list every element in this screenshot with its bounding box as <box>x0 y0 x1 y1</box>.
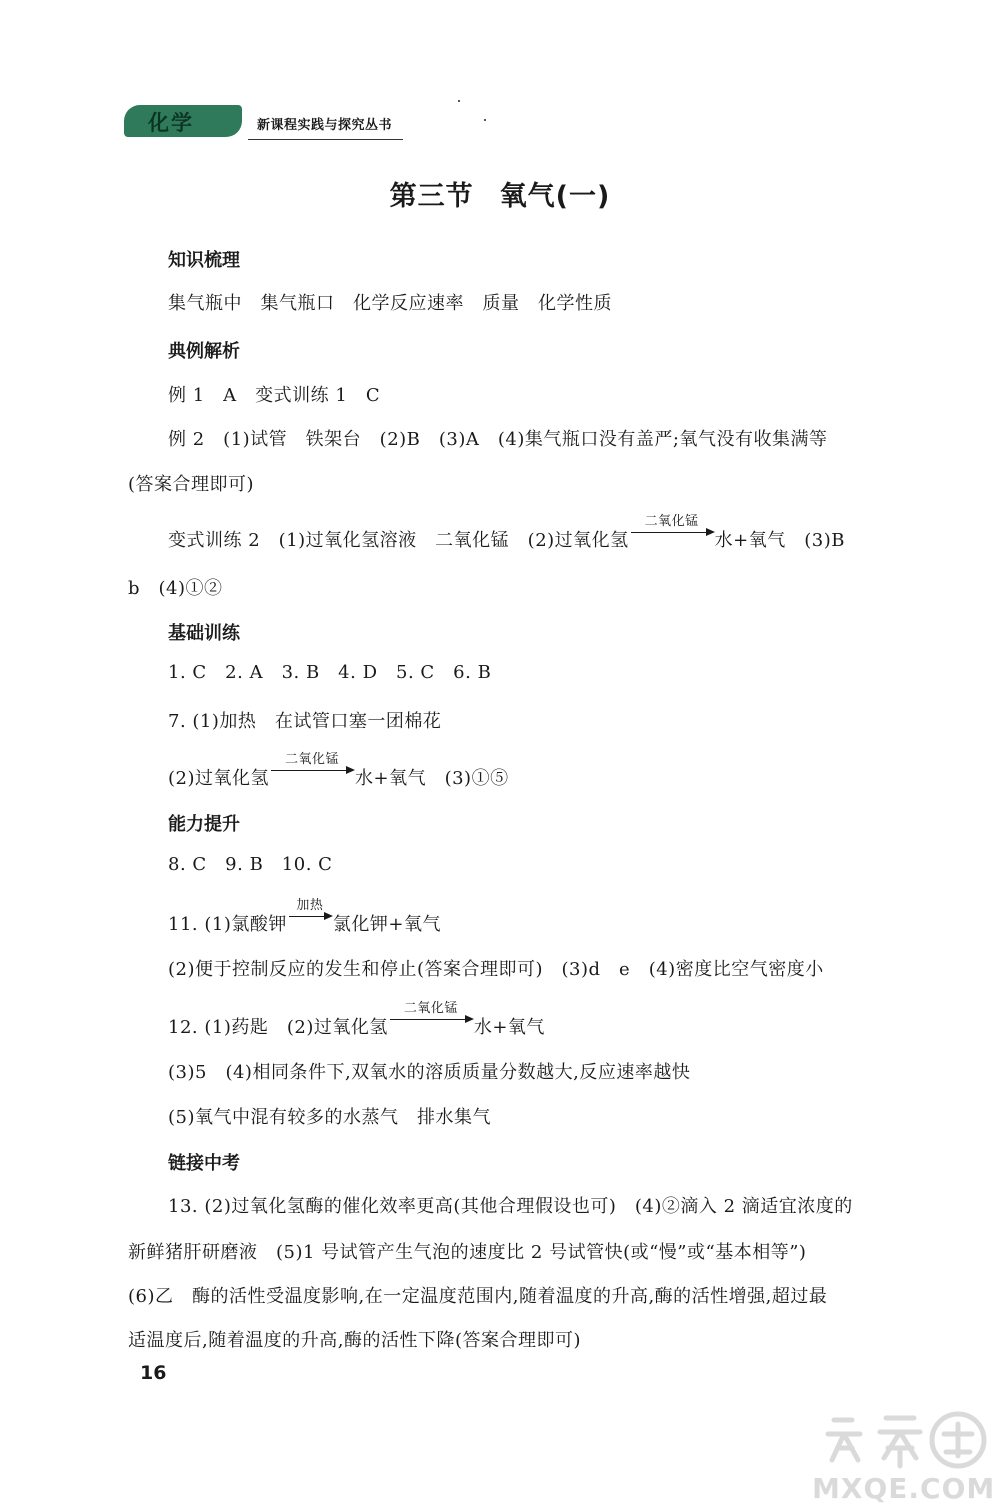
equation-product: 氯化钾+氧气 <box>332 914 441 935</box>
answer-line: (2)便于控制反应的发生和停止(答案合理即可) (3)d e (4)密度比空气密度小 <box>168 959 824 980</box>
answer-line: 新鲜猪肝研磨液 (5)1 号试管产生气泡的速度比 2 号试管快(或“慢”或“基本相等”) <box>128 1242 807 1263</box>
answer-line: 集气瓶中 集气瓶口 化学反应速率 质量 化学性质 <box>168 293 612 314</box>
watermark-logo <box>812 1408 996 1505</box>
heading-examples: 典例解析 <box>168 341 240 362</box>
answer-line: b (4)①② <box>128 578 223 599</box>
page-number: 16 <box>140 1362 167 1384</box>
watermark-text: MXQE.COM <box>812 1472 996 1505</box>
answer-line-equation <box>168 1001 545 1039</box>
reaction-arrow <box>388 1001 474 1033</box>
answer-line: (6)乙 酶的活性受温度影响,在一定温度范围内,随着温度的升高,酶的活性增强,超过最 <box>128 1286 828 1307</box>
subject-badge <box>124 105 242 137</box>
section-topic: 氧气(一) <box>499 181 611 212</box>
answer-line-equation <box>168 898 441 936</box>
reaction-arrow <box>287 898 333 930</box>
answer-line: 例 1 A 变式训练 1 C <box>168 385 381 406</box>
equation-product: 水+氧气 (3)①⑤ <box>355 768 509 789</box>
answer-line: (3)5 (4)相同条件下,双氧水的溶质质量分数越大,反应速率越快 <box>168 1062 691 1083</box>
heading-exam-link: 链接中考 <box>168 1153 240 1174</box>
answer-line: 7. (1)加热 在试管口塞一团棉花 <box>168 711 442 732</box>
heading-knowledge: 知识梳理 <box>168 250 240 271</box>
answer-line: 1. C 2. A 3. B 4. D 5. C 6. B <box>168 662 492 683</box>
reaction-condition: 二氧化锰 <box>644 514 699 529</box>
reaction-arrow <box>629 514 715 546</box>
series-title: 新课程实践与探究丛书 <box>257 118 393 133</box>
heading-ability: 能力提升 <box>168 814 240 835</box>
section-number: 第三节 <box>389 181 474 212</box>
answer-line: 例 2 (1)试管 铁架台 (2)B (3)A (4)集气瓶口没有盖严;氧气没有收集满等 <box>168 429 828 450</box>
answer-line: 13. (2)过氧化氢酶的催化效率更高(其他合理假设也可) (4)②滴入 2 滴适宜浓度的 <box>168 1196 853 1217</box>
answer-line: (5)氧气中混有较多的水蒸气 排水集气 <box>168 1107 491 1128</box>
equation-reactant: 11. (1)氯酸钾 <box>168 914 287 935</box>
watermark-glyphs <box>812 1408 992 1472</box>
reaction-condition: 加热 <box>296 898 324 913</box>
equation-product: 水+氧气 <box>473 1017 545 1038</box>
reaction-condition: 二氧化锰 <box>403 1001 458 1016</box>
subject-label: 化学 <box>148 111 194 135</box>
header-underline <box>248 139 403 140</box>
heading-basic-training: 基础训练 <box>168 623 240 644</box>
page-header <box>124 105 414 139</box>
speck <box>484 119 486 121</box>
equation-product: 水+氧气 (3)B <box>714 530 845 551</box>
speck <box>458 100 460 102</box>
section-title <box>0 174 1000 213</box>
reaction-arrow <box>269 752 355 784</box>
equation-reactant: 12. (1)药匙 (2)过氧化氢 <box>168 1017 388 1038</box>
reaction-condition: 二氧化锰 <box>284 752 339 767</box>
answer-line: 8. C 9. B 10. C <box>168 854 333 875</box>
answer-line: 适温度后,随着温度的升高,酶的活性下降(答案合理即可) <box>128 1330 581 1351</box>
equation-reactant: (2)过氧化氢 <box>168 768 269 789</box>
answer-line-equation <box>168 514 845 552</box>
equation-reactant: 变式训练 2 (1)过氧化氢溶液 二氧化锰 (2)过氧化氢 <box>168 530 629 551</box>
answer-line-equation <box>168 752 509 790</box>
answer-line: (答案合理即可) <box>128 474 255 495</box>
